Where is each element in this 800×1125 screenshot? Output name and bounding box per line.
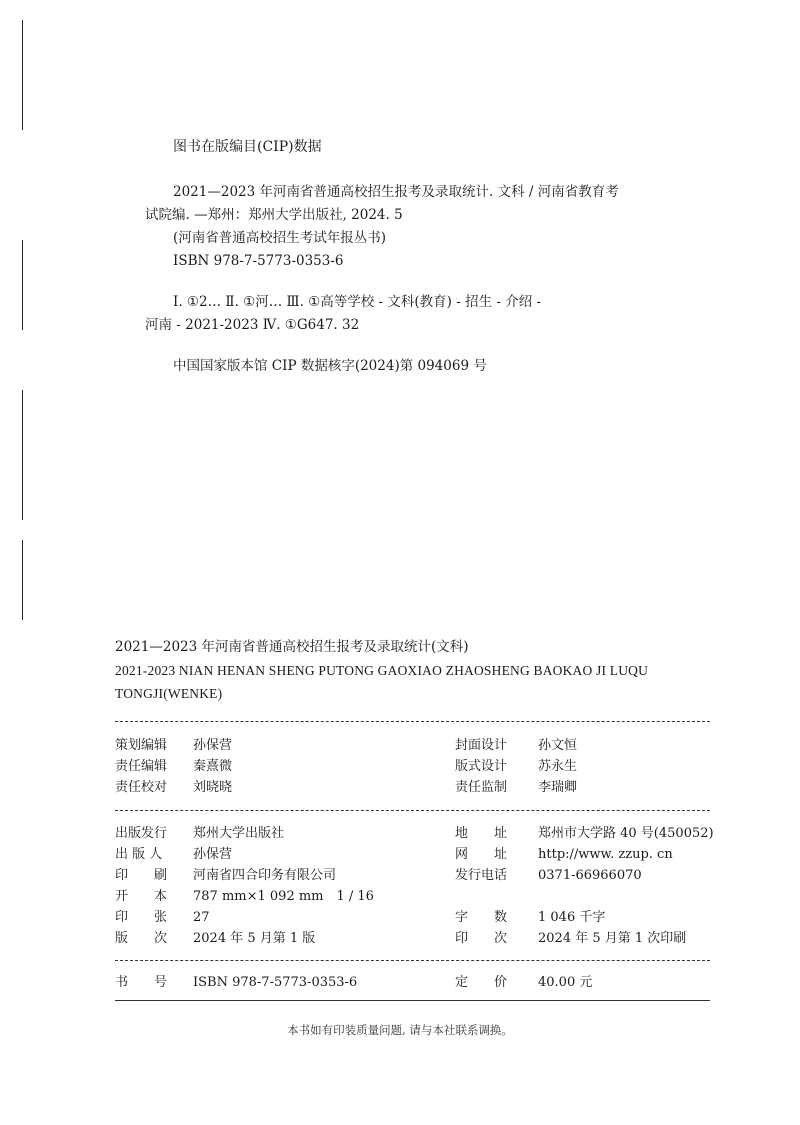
detail-label: 地 址 [455,826,508,841]
detail-label: 发行电话 [455,868,508,883]
credit-value: 孙保营 [193,738,233,753]
title-block [115,636,715,705]
detail-value: 2024 年 5 月第 1 次印刷 [538,931,687,946]
detail-value: 河南省四合印务有限公司 [193,868,337,883]
credit-row [115,777,715,798]
cip-classification-line: 河南 - 2021-2023 Ⅳ. ①G647. 32 [145,317,360,333]
detail-label: 出版发行 [115,826,168,841]
cip-block [145,136,715,378]
detail-value: 787 mm×1 092 mm 1 / 16 [193,889,374,904]
detail-row [115,844,715,865]
credit-label: 封面设计 [455,738,508,753]
cip-record-line: ISBN 978-7-5773-0353-6 [173,253,344,269]
book-title-en-cont: TONGJI(WENKE) [115,686,223,701]
credit-value: 刘晓晓 [193,780,233,795]
detail-label: 版 次 [115,931,168,946]
scan-edge-mark [22,240,23,330]
cip-classification-line: Ⅰ. ①2… Ⅱ. ①河… Ⅲ. ①高等学校 - 文科(教育) - 招生 - 介绍 - [173,294,542,310]
credit-label: 责任编辑 [115,759,168,774]
cip-heading: 图书在版编目(CIP)数据 [173,139,322,155]
book-title-cn: 2021—2023 年河南省普通高校招生报考及录取统计(文科) [115,639,469,655]
publication-details [115,823,715,949]
divider [115,1000,710,1001]
divider [115,721,710,722]
detail-label: 开 本 [115,889,168,904]
scan-edge-mark [22,390,23,520]
isbn-price-row [115,972,715,993]
detail-row [115,928,715,949]
cip-record-line: (河南省普通高校招生考试年报丛书) [173,230,387,246]
credit-value: 李瑞卿 [538,780,578,795]
credit-label: 责任校对 [115,780,168,795]
scan-edge-mark [22,20,23,130]
detail-label: 印 张 [115,910,168,925]
scan-edge-mark [22,540,23,620]
detail-label: 出 版 人 [115,847,163,862]
detail-label: 印 刷 [115,868,168,883]
credit-row [115,756,715,777]
detail-value: 孙保营 [193,847,233,862]
detail-row [115,972,715,993]
detail-value: 1 046 千字 [538,910,606,925]
detail-value: 郑州市大学路 40 号(450052) [538,826,714,841]
price-value: 40.00 元 [538,975,593,990]
credit-label: 责任监制 [455,780,508,795]
cip-record-line: 试院编. —郑州：郑州大学出版社, 2024. 5 [145,207,403,223]
divider [115,810,710,811]
credit-row [115,735,715,756]
detail-label: 网 址 [455,847,508,862]
book-title-en: 2021-2023 NIAN HENAN SHENG PUTONG GAOXIAO ZHAOSHENG BAOKAO JI LUQU [115,663,649,678]
detail-row [115,886,715,907]
isbn-value: ISBN 978-7-5773-0353-6 [193,975,358,990]
detail-value: 郑州大学出版社 [193,826,285,841]
footnote: 本书如有印装质量问题, 请与本社联系调换。 [287,1023,513,1037]
price-label: 定 价 [455,975,508,990]
staff-credits [115,735,715,798]
detail-value: 27 [193,910,210,925]
website-value: http://www. zzup. cn [538,847,673,862]
divider [115,960,710,961]
detail-value: 2024 年 5 月第 1 版 [193,931,316,946]
phone-value: 0371-66966070 [538,868,642,883]
detail-row [115,823,715,844]
credit-label: 版式设计 [455,759,508,774]
detail-row [115,907,715,928]
detail-label: 字 数 [455,910,508,925]
detail-label: 印 次 [455,931,508,946]
cip-verification: 中国国家版本馆 CIP 数据核字(2024)第 094069 号 [173,358,487,374]
cip-record-line: 2021—2023 年河南省普通高校招生报考及录取统计. 文科 / 河南省教育考 [173,184,619,200]
detail-row [115,865,715,886]
credit-value: 苏永生 [538,759,578,774]
credit-value: 秦熹微 [193,759,233,774]
isbn-label: 书 号 [115,975,168,990]
credit-value: 孙文恒 [538,738,578,753]
credit-label: 策划编辑 [115,738,168,753]
